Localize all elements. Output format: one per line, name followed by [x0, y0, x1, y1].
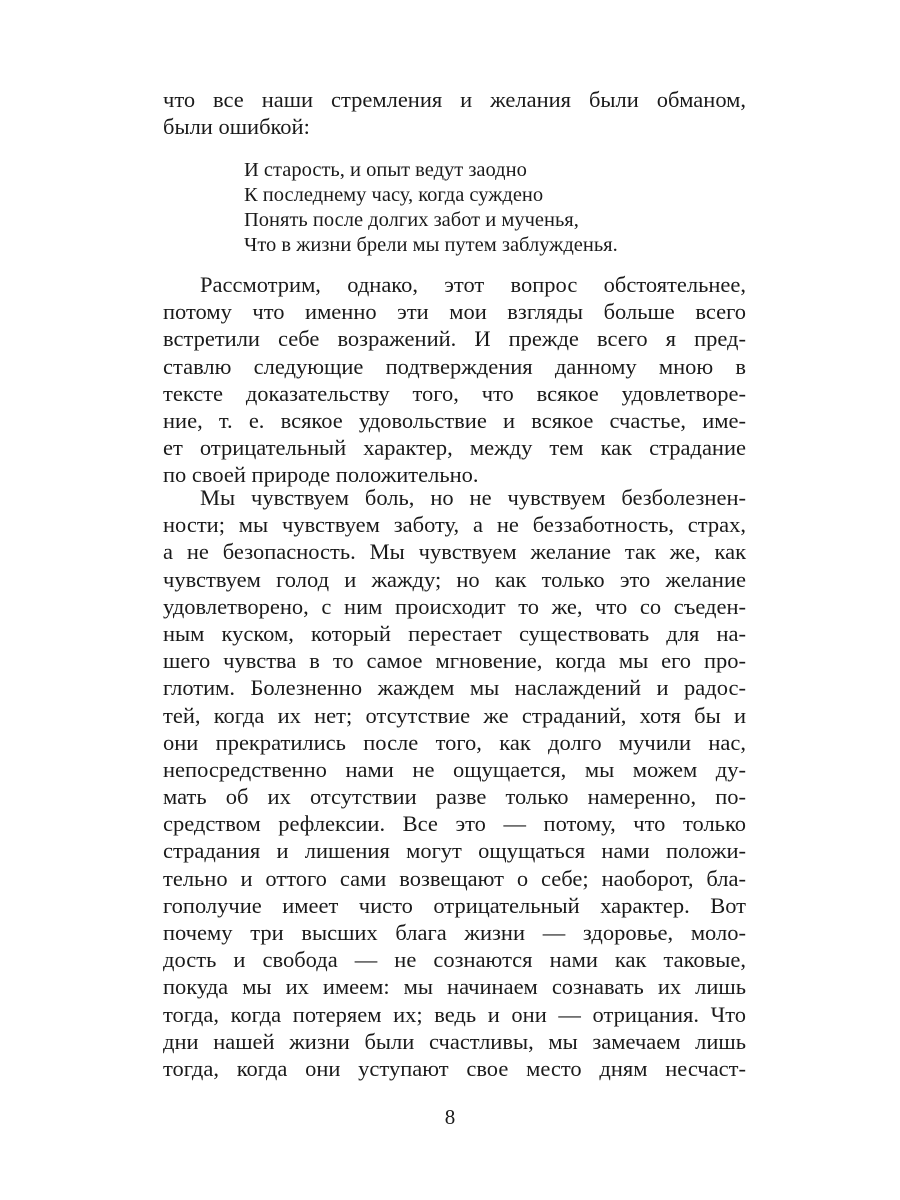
text-line: чувствуем голод и жажду; но как только это желание [163, 566, 746, 592]
paragraph-3 [163, 484, 746, 1082]
intro-text [163, 86, 746, 140]
verse-line: Что в жизни брели мы путем заблужденья. [244, 234, 618, 256]
text-line: дость и свобода — не сознаются нами как таковые, [163, 947, 746, 973]
verse-line: И старость, и опыт ведут заодно [244, 159, 527, 181]
text-line: а не безопасность. Мы чувствуем желание так же, как [163, 539, 746, 565]
text-line: мать об их отсутствии разве только намеренно, по- [163, 784, 746, 810]
text-line: глотим. Болезненно жаждем мы наслаждений и радос- [163, 675, 746, 701]
text-line: ет отрицательный характер, между тем как страдание [163, 435, 746, 461]
text-line: почему три высших блага жизни — здоровье, моло- [163, 920, 746, 945]
verse-line: К последнему часу, когда суждено [244, 184, 544, 206]
text-line: тексте доказательству того, что всякое удовлетворе- [163, 380, 746, 406]
text-line: что все наши стремления и желания были обманом, [163, 87, 746, 112]
text-line: Рассмотрим, однако, этот вопрос обстоятельнее, [200, 272, 746, 297]
text-line: встретили себе возражений. И прежде всего я пред- [163, 326, 746, 352]
text-line: они прекратились после того, как долго мучили нас, [163, 729, 746, 755]
text-line: ности; мы чувствуем заботу, а не беззаботность, страх, [163, 512, 746, 538]
text-line: дни нашей жизни были счастливы, мы замечаем лишь [163, 1028, 746, 1054]
text-line: тельно и оттого сами возвещают о себе; наоборот, бла- [163, 865, 746, 891]
text-line: шего чувства в то самое мгновение, когда мы его про- [163, 648, 746, 674]
text-line: гополучие имеет чисто отрицательный характер. Вот [163, 892, 746, 918]
text-line: были ошибкой: [163, 114, 310, 140]
text-line: ным куском, который перестает существовать для на- [163, 620, 746, 646]
verse-line: Понять после долгих забот и мученья, [244, 209, 579, 231]
text-line: покуда мы их имеем: мы начинаем сознавать их лишь [163, 974, 746, 1000]
text-line: средством рефлексии. Все это — потому, что только [163, 811, 746, 837]
text-line: страдания и лишения могут ощущаться нами положи- [163, 838, 746, 864]
page-number: 8 [444, 1105, 456, 1129]
text-line: потому что именно эти мои взгляды больше всего [163, 299, 746, 325]
text-line: по своей природе положительно. [163, 462, 479, 488]
text-line: тогда, когда они уступают свое место дням несчаст- [163, 1055, 746, 1081]
text-line: Мы чувствуем боль, но не чувствуем безболезнен- [200, 485, 746, 510]
text-line: удовлетворено, с ним происходит то же, что со съеден- [163, 593, 746, 619]
text-line: тогда, когда потеряем их; ведь и они — отрицания. Что [163, 1001, 746, 1027]
text-line: ставлю следующие подтверждения данному мною в [163, 353, 746, 379]
paragraph-2 [163, 271, 746, 489]
text-line: ние, т. е. всякое удовольствие и всякое счастье, име- [163, 407, 746, 433]
text-line: тей, когда их нет; отсутствие же страданий, хотя бы и [163, 702, 746, 728]
verse-quote [244, 158, 618, 258]
text-line: непосредственно нами не ощущается, мы можем ду- [163, 756, 746, 782]
